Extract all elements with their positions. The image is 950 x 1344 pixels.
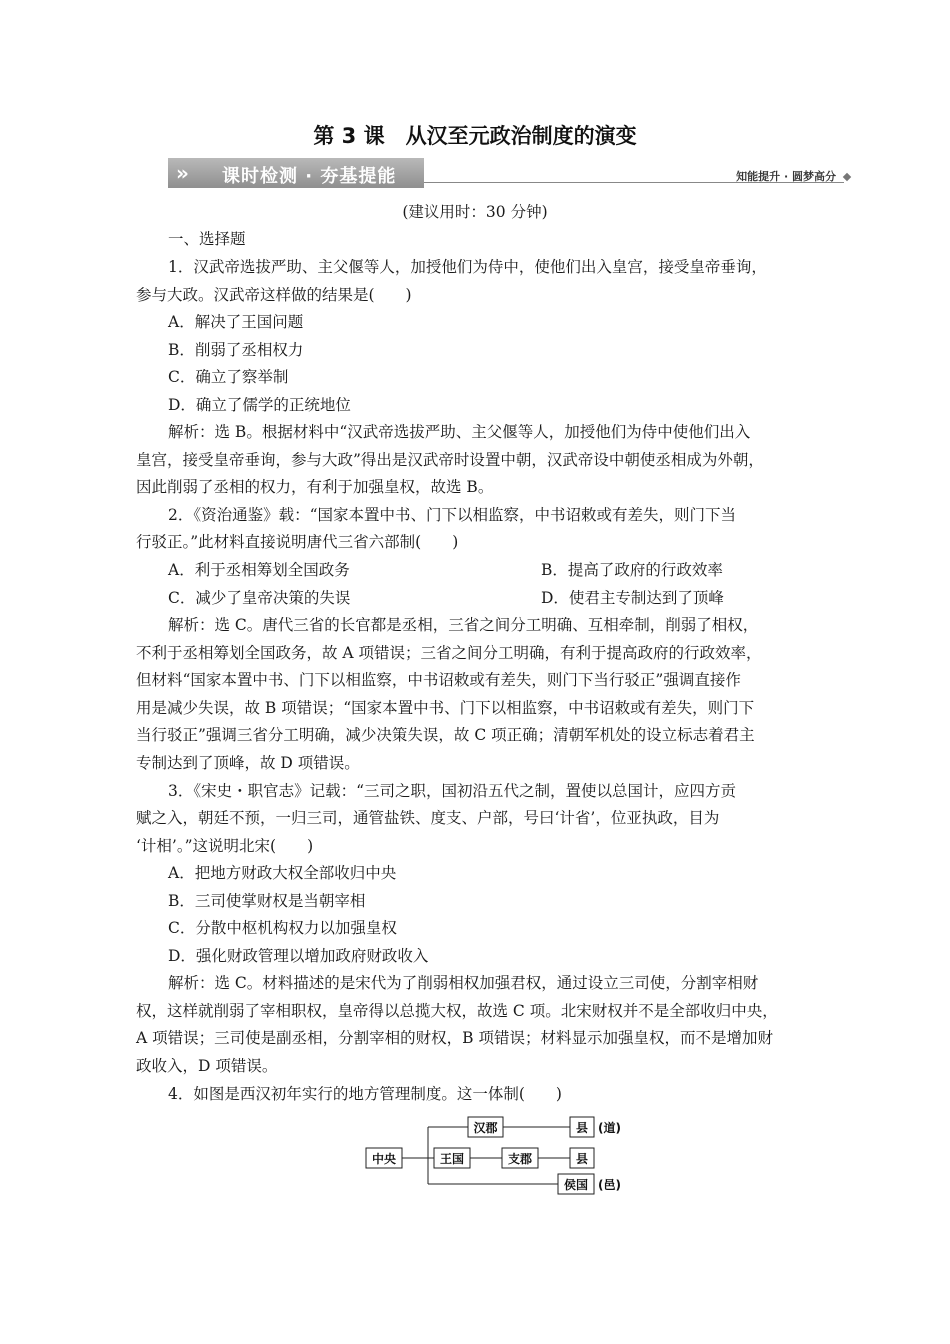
q1-stem-line-2: 参与大政。汉武帝这样做的结果是( ) [136, 286, 412, 304]
node-han-commandery: 汉郡 [473, 1121, 498, 1135]
node-kingdom: 王国 [439, 1152, 465, 1166]
section-banner [168, 158, 850, 192]
q1-analysis-line-2: 皇宫，接受皇帝垂询，参与大政”得出是汉武帝时设置中朝，汉武帝设中朝使丞相成为外朝， [136, 451, 764, 469]
q3-stem-line-1: 3．《宋史・职官志》记载：“三司之职，国初沿五代之制，置使以总国计，应四方贡 [168, 782, 737, 800]
q2-analysis-line-2: 不利于丞相筹划全国政务，故 A 项错误；三省之间分工明确，有利于提高政府的行政效率， [136, 644, 762, 662]
q2-analysis-line-4: 用是减少失误，故 B 项错误；“国家本置中书、门下以相监察，中书诏敕或有差失，则门下 [136, 699, 755, 717]
q1-stem-line-1: 1．汉武帝选拔严助、主父偃等人，加授他们为侍中，使他们出入皇宫，接受皇帝垂询， [168, 258, 767, 276]
section-title: 一、选择题 [168, 230, 246, 248]
note-dao: (道) [598, 1121, 621, 1135]
q2-analysis-line-1: 解析：选 C。唐代三省的长官都是丞相，三省之间分工明确、互相牵制，削弱了相权， [168, 616, 759, 634]
node-central: 中央 [371, 1152, 397, 1166]
q3-option-a: A．把地方财政大权全部收归中央 [168, 864, 397, 882]
q4-stem: 4．如图是西汉初年实行的地方管理制度。这一体制( ) [168, 1085, 562, 1103]
q3-analysis-line-2: 权，这样就削弱了宰相职权，皇帝得以总揽大权，故选 C 项。北宋财权并不是全部收归中央， [136, 1002, 778, 1020]
q3-option-b: B．三司使掌财权是当朝宰相 [168, 892, 366, 910]
double-chevron-icon: » [176, 161, 189, 185]
q2-analysis-line-6: 专制达到了顶峰，故 D 项错误。 [136, 754, 360, 772]
q2-analysis-line-5: 当行驳正”强调三省分工明确，减少决策失误，故 C 项正确；清朝军机处的设立标志着君主 [136, 726, 755, 744]
q3-stem-line-3: ‘计相’。”这说明北宋( ) [136, 837, 314, 855]
q2-option-c: C．减少了皇帝决策的失误 [168, 589, 351, 607]
node-county-2: 县 [575, 1152, 589, 1166]
note-yi: (邑) [598, 1178, 621, 1192]
administrative-diagram [360, 1112, 630, 1202]
q1-option-c: C．确立了察举制 [168, 368, 289, 386]
q2-stem-line-2: 行驳正。”此材料直接说明唐代三省六部制( ) [136, 533, 459, 551]
q3-option-d: D．强化财政管理以增加政府财政收入 [168, 947, 429, 965]
q3-analysis-line-4: 政收入，D 项错误。 [136, 1057, 278, 1075]
q3-analysis-line-1: 解析：选 C。材料描述的是宋代为了削弱相权加强君权，通过设立三司使，分割宰相财 [168, 974, 759, 992]
node-marquisate: 侯国 [563, 1178, 589, 1192]
q2-stem-line-1: 2．《资治通鉴》载：“国家本置中书、门下以相监察，中书诏敕或有差失，则门下当 [168, 506, 737, 524]
q1-option-a: A．解决了王国问题 [168, 313, 304, 331]
node-county-1: 县 [575, 1121, 589, 1135]
diamond-icon [843, 173, 851, 181]
suggested-time: (建议用时：30 分钟) [402, 203, 548, 221]
q2-analysis-line-3: 但材料“国家本置中书、门下以相监察，中书诏敕或有差失，则门下当行驳正”强调直接作 [136, 671, 741, 689]
banner-label: 课时检测 · 夯基提能 [222, 166, 397, 187]
q2-option-b: B．提高了政府的行政效率 [541, 561, 723, 579]
q3-stem-line-2: 赋之入，朝廷不预，一归三司，通管盐铁、度支、户部，号曰‘计省’，位亚执政，目为 [136, 809, 720, 827]
q1-analysis-line-1: 解析：选 B。根据材料中“汉武帝选拔严助、主父偃等人，加授他们为侍中使他们出入 [168, 423, 751, 441]
q3-analysis-line-3: A 项错误；三司使是副丞相，分割宰相的财权，B 项错误；材料显示加强皇权，而不是增加财 [136, 1029, 773, 1047]
q1-analysis-line-3: 因此削弱了丞相的权力，有利于加强皇权，故选 B。 [136, 478, 494, 496]
lesson-title: 第 3 课 从汉至元政治制度的演变 [313, 124, 637, 148]
banner-slogan: 知能提升 · 圆梦高分 [736, 170, 836, 183]
q2-option-d: D．使君主专制达到了顶峰 [541, 589, 724, 607]
q3-option-c: C．分散中枢机构权力以加强皇权 [168, 919, 397, 937]
q1-option-b: B．削弱了丞相权力 [168, 341, 304, 359]
q2-option-a: A．利于丞相筹划全国政务 [168, 561, 350, 579]
q1-option-d: D．确立了儒学的正统地位 [168, 396, 351, 414]
node-branch-commandery: 支郡 [507, 1152, 533, 1166]
